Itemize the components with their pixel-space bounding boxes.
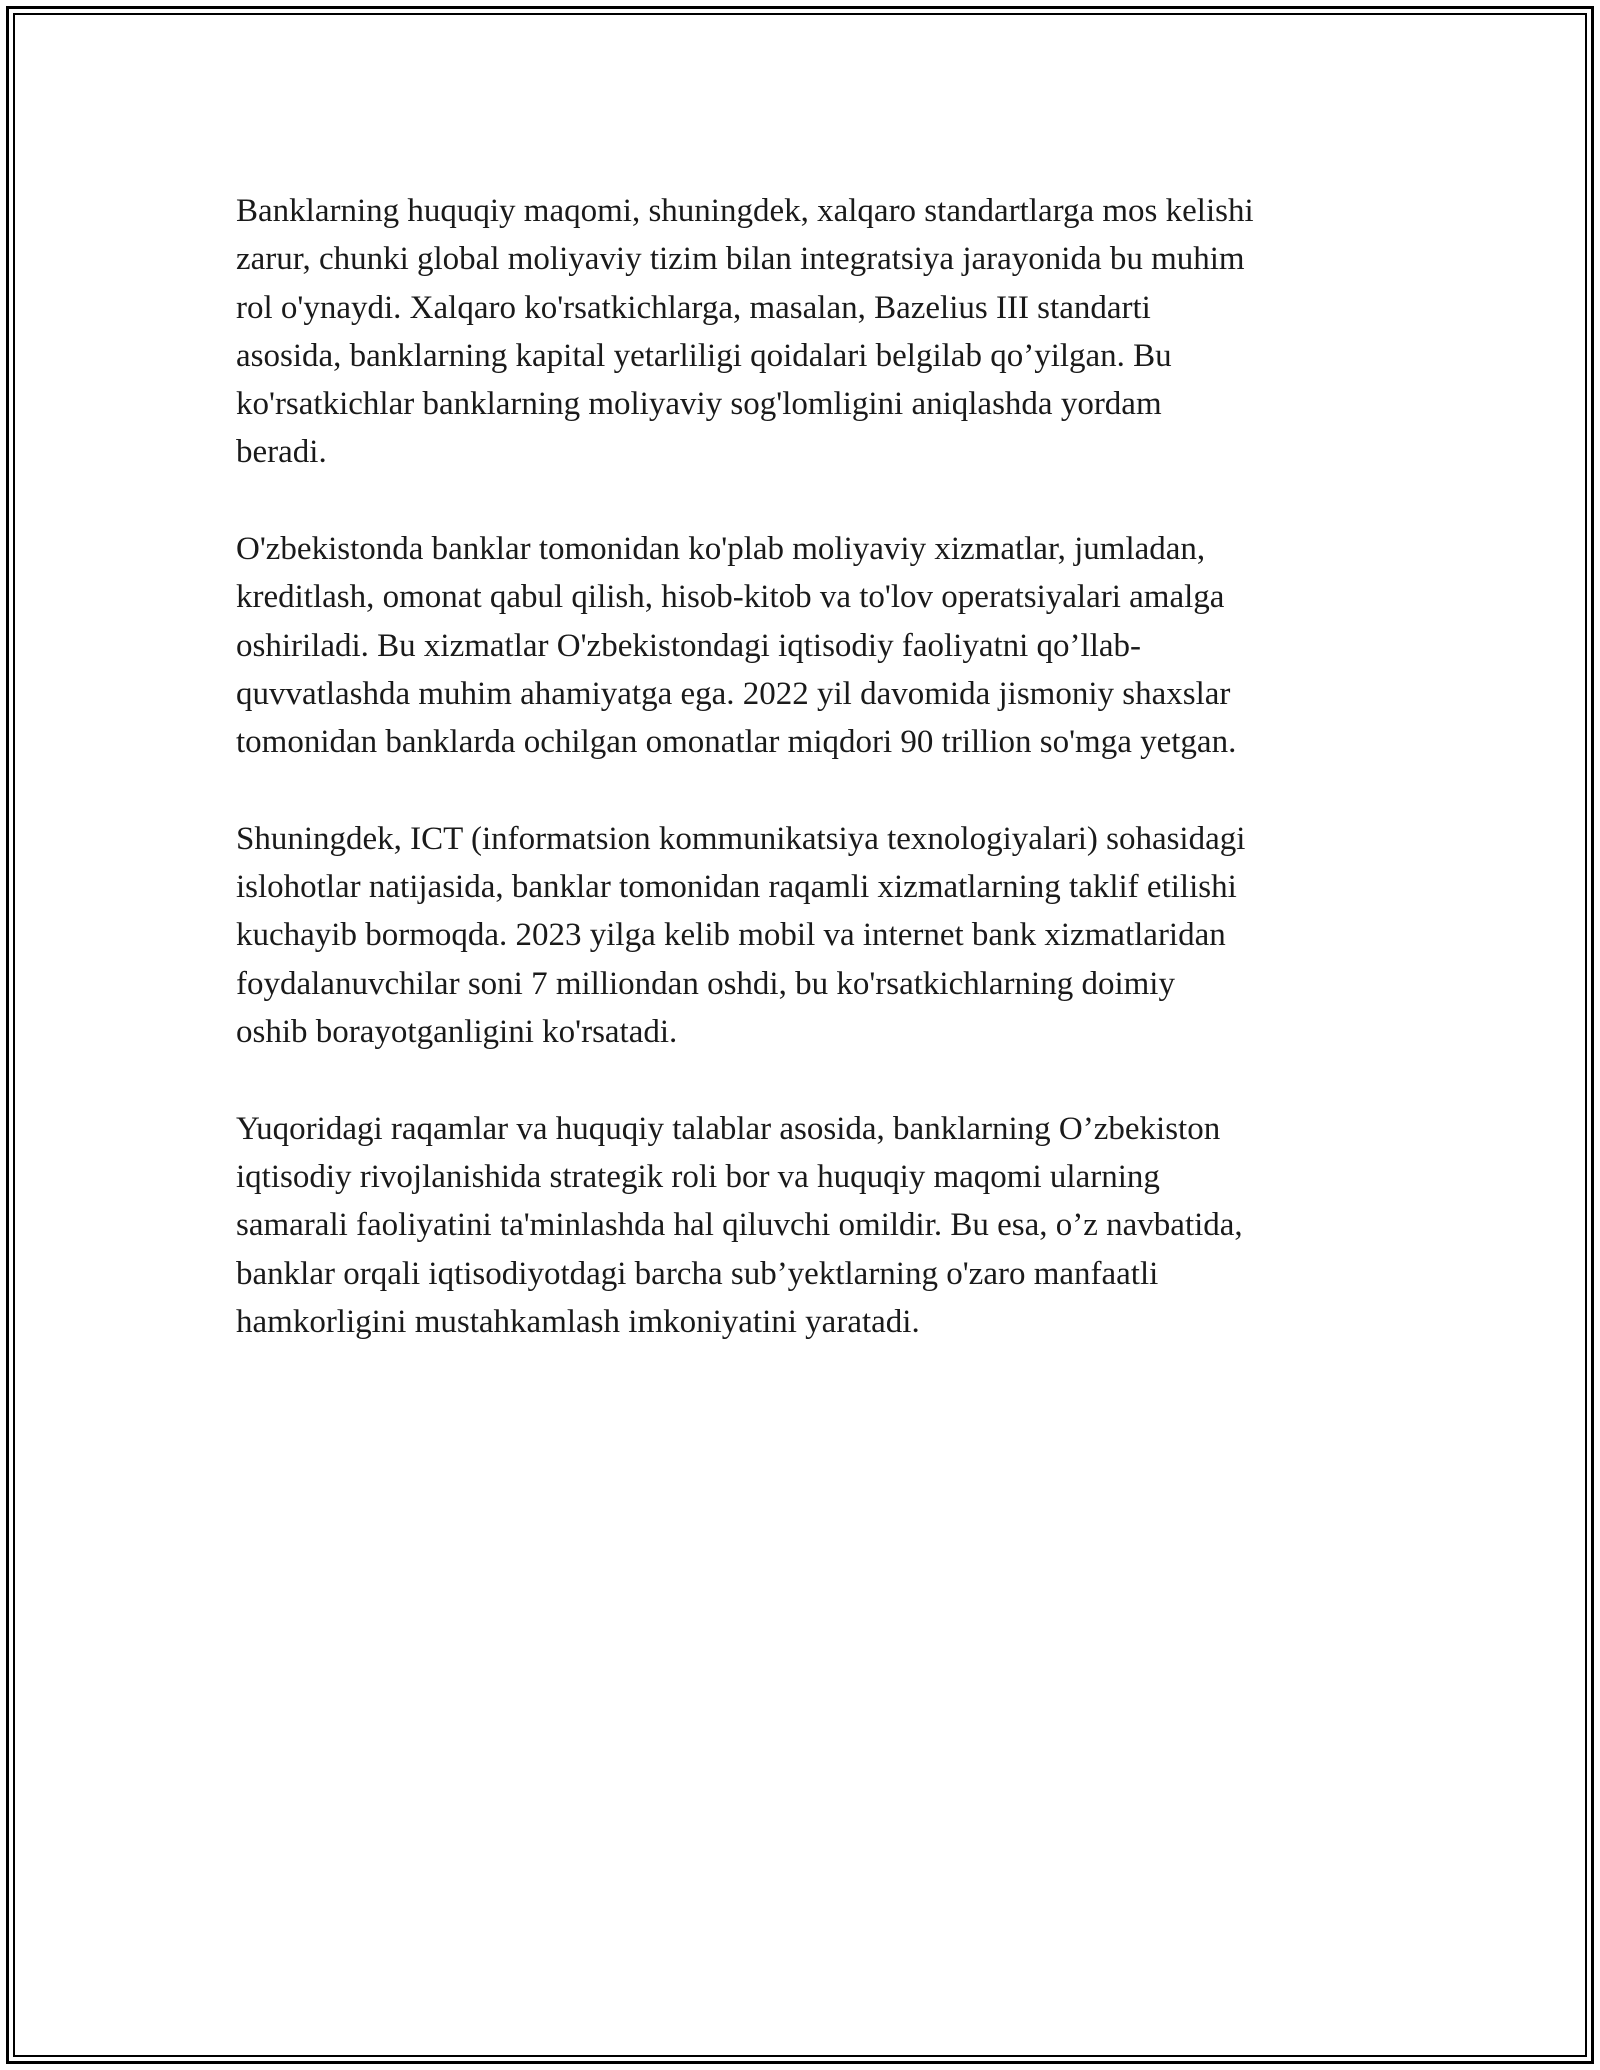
text-line: Banklarning huquqiy maqomi, shuningdek, xalqaro standartlarga mos kelishi — [236, 193, 1254, 229]
text-line: rol o'ynaydi. Xalqaro ko'rsatkichlarga, masalan, Bazelius III standarti — [236, 289, 1151, 326]
text-line: zarur, chunki global moliyaviy tizim bilan integratsiya jarayonida bu muhim — [236, 241, 1245, 278]
paragraph — [236, 1105, 1376, 1346]
text-line: oshib borayotganligini ko'rsatadi. — [236, 1014, 678, 1051]
text-line: banklar orqali iqtisodiyotdagi barcha sub’yektlarning o'zaro manfaatli — [236, 1255, 1159, 1292]
text-line: oshiriladi. Bu xizmatlar O'zbekistondagi iqtisodiy faoliyatni qo’llab- — [236, 627, 1142, 664]
text-line: iqtisodiy rivojlanishida strategik roli bor va huquqiy maqomi ularning — [236, 1158, 1160, 1195]
text-line: tomonidan banklarda ochilgan omonatlar miqdori 90 trillion so'mga yetgan. — [236, 724, 1237, 761]
text-line: samarali faoliyatini ta'minlashda hal qiluvchi omildir. Bu esa, o’z navbatida, — [236, 1207, 1243, 1244]
text-line: islohotlar natijasida, banklar tomonidan raqamli xizmatlarning taklif etilishi — [236, 869, 1237, 906]
paragraph — [236, 187, 1376, 477]
text-line: Shuningdek, ICT (informatsion kommunikatsiya texnologiyalari) sohasidagi — [236, 820, 1246, 857]
paragraph — [236, 525, 1376, 766]
text-line: hamkorligini mustahkamlash imkoniyatini yaratadi. — [236, 1303, 920, 1340]
paragraph — [236, 815, 1376, 1056]
text-line: quvvatlashda muhim ahamiyatga ega. 2022 yil davomida jismoniy shaxslar — [236, 675, 1231, 712]
text-line: kuchayib bormoqda. 2023 yilga kelib mobil va internet bank xizmatlaridan — [236, 917, 1226, 954]
text-line: asosida, banklarning kapital yetarliligi qoidalari belgilab qo’yilgan. Bu — [236, 337, 1172, 374]
text-line: foydalanuvchilar soni 7 milliondan oshdi, bu ko'rsatkichlarning doimiy — [236, 965, 1175, 1002]
text-line: kreditlash, omonat qabul qilish, hisob-kitob va to'lov operatsiyalari amalga — [236, 579, 1225, 616]
text-line: ko'rsatkichlar banklarning moliyaviy sog'lomligini aniqlashda yordam — [236, 386, 1162, 423]
text-line: Yuqoridagi raqamlar va huquqiy talablar asosida, banklarning O’zbekiston — [236, 1110, 1221, 1147]
text-line: O'zbekistonda banklar tomonidan ko'plab moliyaviy xizmatlar, jumladan, — [236, 531, 1206, 568]
text-line: beradi. — [236, 434, 327, 471]
document-body — [236, 187, 1376, 1394]
